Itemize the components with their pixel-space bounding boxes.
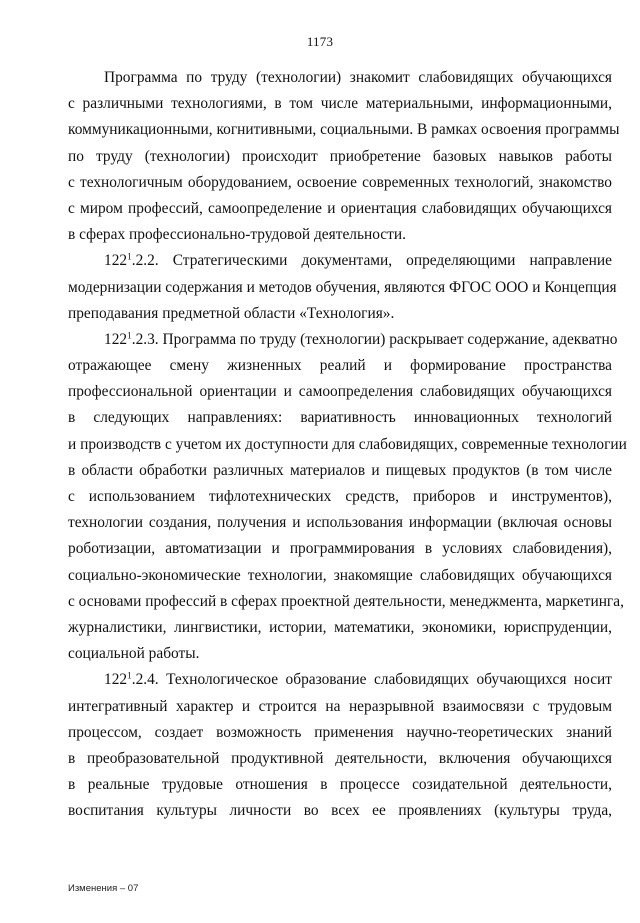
text-line-content: .2.4. Технологическое образование слабовидящих обучающихся носит xyxy=(131,671,612,689)
text-line: журналистики, лингвистики, истории, математики, экономики, юриспруденции, xyxy=(68,618,612,636)
text-line: с технологичным оборудованием, освоение современных технологий, знакомство xyxy=(68,173,612,191)
section-number: 122 xyxy=(104,252,128,270)
text-line-content: .2.3. Программа по труду (технологии) раскрывает содержание, адекватно xyxy=(131,330,618,348)
text-line: в преобразовательной продуктивной деятельности, включения обучающихся xyxy=(68,749,612,767)
text-line: коммуникационными, когнитивными, социальными. В рамках освоения программы xyxy=(68,121,620,139)
text-line: с миром профессий, самоопределение и ориентация слабовидящих обучающихся xyxy=(68,199,612,217)
footer-revision-note: Изменения – 07 xyxy=(68,883,139,894)
text-line: в области обработки различных материалов и пищевых продуктов (в том числе xyxy=(68,461,612,479)
text-line-content: .2.2. Стратегическими документами, определяющими направление xyxy=(131,252,612,270)
text-line: воспитания культуры личности во всех ее проявлениях (культуры труда, xyxy=(68,802,612,820)
section-number: 122 xyxy=(104,330,128,348)
text-line xyxy=(68,327,618,353)
text-line: с использованием тифлотехнических средств, приборов и инструментов), xyxy=(68,488,612,505)
text-line: Программа по труду (технологии) знакомит слабовидящих обучающихся xyxy=(104,69,612,86)
text-line: модернизации содержания и методов обучения, являются ФГОС ООО и Концепция xyxy=(68,278,617,296)
text-line: в реальные трудовые отношения в процессе созидательной деятельности, xyxy=(68,776,612,794)
text-line: по труду (технологии) происходит приобретение базовых навыков работы xyxy=(68,147,612,165)
paragraph xyxy=(68,65,620,248)
text-line: и производств с учетом их доступности для слабовидящих, современные технологии xyxy=(68,435,627,453)
text-line xyxy=(68,248,612,274)
text-line: с основами профессий в сферах проектной деятельности, менеджмента, маркетинга, xyxy=(68,592,624,610)
text-line: технологии создания, получения и использования информации (включая основы xyxy=(68,514,612,532)
paragraph-122-1-2-2 xyxy=(68,248,617,327)
text-line: в следующих направлениях: вариативность инновационных технологий xyxy=(68,409,612,427)
text-line: с различными технологиями, в том числе материальными, информационными, xyxy=(68,95,612,113)
text-line: отражающее смену жизненных реалий и формирование пространства xyxy=(68,357,612,375)
document-body xyxy=(68,65,627,824)
text-line: преподавания предметной области «Технология». xyxy=(68,304,395,322)
text-line: роботизации, автоматизации и программирования в условиях слабовидения), xyxy=(68,540,612,558)
page-number: 1173 xyxy=(306,34,334,49)
section-number-superscript: 1 xyxy=(127,330,132,341)
text-line: социально-экономические технологии, знакомящие слабовидящих обучающихся xyxy=(68,566,612,584)
text-line: интегративный характер и строится на неразрывной взаимосвязи с трудовым xyxy=(68,697,612,715)
paragraph-122-1-2-4 xyxy=(68,667,612,824)
section-number-superscript: 1 xyxy=(127,670,132,681)
text-line: процессом, создает возможность применения научно-теоретических знаний xyxy=(68,723,612,741)
section-number: 122 xyxy=(104,671,128,689)
text-line: социальной работы. xyxy=(68,645,200,663)
text-line xyxy=(68,667,612,693)
section-number-superscript: 1 xyxy=(127,251,132,262)
text-line: профессиональной ориентации и самоопределения слабовидящих обучающихся xyxy=(68,383,612,401)
paragraph-122-1-2-3 xyxy=(68,327,627,667)
text-line: в сферах профессионально-трудовой деятельности. xyxy=(68,226,406,244)
